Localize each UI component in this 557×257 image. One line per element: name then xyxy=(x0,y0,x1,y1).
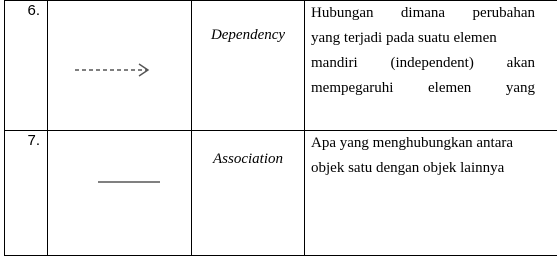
symbol-cell xyxy=(48,1,192,131)
relationship-name-cell xyxy=(192,1,305,131)
relationship-name: Dependency xyxy=(210,27,286,43)
row-number-cell xyxy=(5,1,48,131)
table-row-dependency xyxy=(5,1,557,131)
description-line: objek satu dengan objek lainnya xyxy=(311,160,505,176)
description-line: mandiri (independent) akan xyxy=(311,55,535,71)
symbol-cell xyxy=(48,131,192,256)
relationship-name: Association xyxy=(213,151,283,167)
row-number: 7. xyxy=(27,132,40,149)
description-line: Hubungan dimana perubahan xyxy=(311,5,535,21)
uml-relationship-table xyxy=(4,0,557,256)
relationship-name-cell xyxy=(192,131,305,256)
row-number-cell xyxy=(5,131,48,256)
description-cell xyxy=(305,1,557,131)
description-line: mempegaruhi elemen yang xyxy=(311,80,535,96)
row-number: 6. xyxy=(27,2,40,19)
association-line-icon xyxy=(98,179,162,185)
dependency-arrow-icon xyxy=(73,59,153,79)
description-line: Apa yang menghubungkan antara xyxy=(311,135,514,151)
description-cell xyxy=(305,131,557,256)
description-line: yang terjadi pada suatu elemen xyxy=(311,30,497,46)
table-row-association xyxy=(5,131,557,256)
